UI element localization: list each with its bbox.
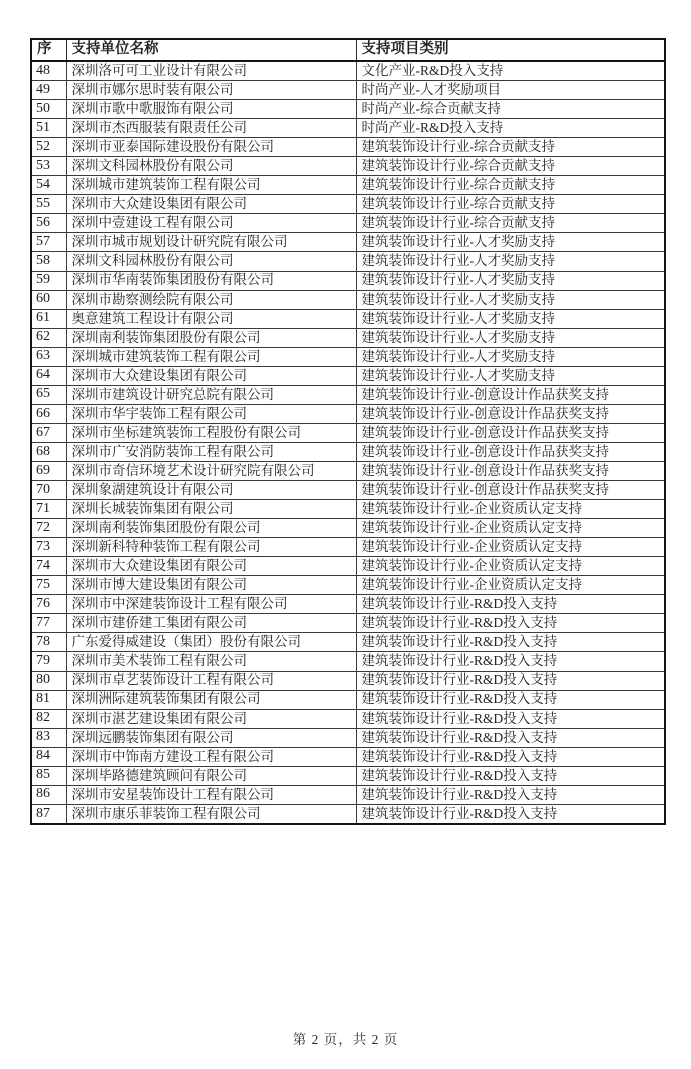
table-row xyxy=(31,614,665,633)
row-index-cell: 52 xyxy=(31,138,66,157)
table-row xyxy=(31,81,665,100)
unit-name-cell: 深圳市康乐菲装饰工程有限公司 xyxy=(66,804,356,824)
row-index-cell: 72 xyxy=(31,519,66,538)
row-index-cell: 80 xyxy=(31,671,66,690)
row-index-cell: 83 xyxy=(31,728,66,747)
unit-name-cell: 深圳城市建筑装饰工程有限公司 xyxy=(66,176,356,195)
project-category-cell: 文化产业-R&D投入支持 xyxy=(356,61,665,81)
row-index-cell: 68 xyxy=(31,442,66,461)
table-row xyxy=(31,747,665,766)
row-index-cell: 48 xyxy=(31,61,66,81)
project-category-cell: 建筑装饰设计行业-人才奖励支持 xyxy=(356,290,665,309)
project-category-cell: 建筑装饰设计行业-综合贡献支持 xyxy=(356,157,665,176)
project-category-cell: 建筑装饰设计行业-创意设计作品获奖支持 xyxy=(356,385,665,404)
row-index-cell: 75 xyxy=(31,576,66,595)
row-index-cell: 49 xyxy=(31,81,66,100)
project-category-cell: 建筑装饰设计行业-R&D投入支持 xyxy=(356,804,665,824)
row-index-cell: 62 xyxy=(31,328,66,347)
row-index-cell: 57 xyxy=(31,233,66,252)
unit-name-cell: 深圳市美术装饰工程有限公司 xyxy=(66,652,356,671)
table-row xyxy=(31,214,665,233)
table-row xyxy=(31,461,665,480)
row-index-cell: 77 xyxy=(31,614,66,633)
project-category-cell: 建筑装饰设计行业-R&D投入支持 xyxy=(356,766,665,785)
row-index-cell: 69 xyxy=(31,461,66,480)
table-row xyxy=(31,176,665,195)
project-category-cell: 建筑装饰设计行业-创意设计作品获奖支持 xyxy=(356,404,665,423)
project-category-cell: 建筑装饰设计行业-人才奖励支持 xyxy=(356,309,665,328)
row-index-cell: 71 xyxy=(31,500,66,519)
unit-name-cell: 奥意建筑工程设计有限公司 xyxy=(66,309,356,328)
row-index-cell: 65 xyxy=(31,385,66,404)
table-header-row xyxy=(31,39,665,61)
project-category-cell: 建筑装饰设计行业-R&D投入支持 xyxy=(356,728,665,747)
row-index-cell: 54 xyxy=(31,176,66,195)
table-row xyxy=(31,328,665,347)
project-category-cell: 建筑装饰设计行业-综合贡献支持 xyxy=(356,214,665,233)
table-row xyxy=(31,538,665,557)
table-row xyxy=(31,804,665,824)
unit-name-cell: 深圳洛可可工业设计有限公司 xyxy=(66,61,356,81)
row-index-cell: 66 xyxy=(31,404,66,423)
table-row xyxy=(31,633,665,652)
table-row xyxy=(31,157,665,176)
project-category-cell: 建筑装饰设计行业-R&D投入支持 xyxy=(356,690,665,709)
unit-name-cell: 深圳新科特种装饰工程有限公司 xyxy=(66,538,356,557)
project-category-cell: 建筑装饰设计行业-创意设计作品获奖支持 xyxy=(356,442,665,461)
unit-name-cell: 深圳象湖建筑设计有限公司 xyxy=(66,481,356,500)
unit-name-cell: 深圳市卓艺装饰设计工程有限公司 xyxy=(66,671,356,690)
project-category-cell: 建筑装饰设计行业-R&D投入支持 xyxy=(356,709,665,728)
row-index-cell: 86 xyxy=(31,785,66,804)
project-category-cell: 建筑装饰设计行业-R&D投入支持 xyxy=(356,671,665,690)
table-row xyxy=(31,61,665,81)
table-row xyxy=(31,595,665,614)
row-index-cell: 82 xyxy=(31,709,66,728)
project-category-cell: 建筑装饰设计行业-企业资质认定支持 xyxy=(356,500,665,519)
project-category-cell: 建筑装饰设计行业-综合贡献支持 xyxy=(356,138,665,157)
project-category-cell: 建筑装饰设计行业-R&D投入支持 xyxy=(356,595,665,614)
unit-name-cell: 深圳中壹建设工程有限公司 xyxy=(66,214,356,233)
unit-name-cell: 深圳市坐标建筑装饰工程股份有限公司 xyxy=(66,423,356,442)
table-row xyxy=(31,385,665,404)
project-category-cell: 建筑装饰设计行业-人才奖励支持 xyxy=(356,233,665,252)
table-row xyxy=(31,138,665,157)
table-row xyxy=(31,252,665,271)
unit-name-cell: 深圳城市建筑装饰工程有限公司 xyxy=(66,347,356,366)
table-row xyxy=(31,519,665,538)
project-category-cell: 建筑装饰设计行业-创意设计作品获奖支持 xyxy=(356,423,665,442)
unit-name-cell: 深圳市勘察测绘院有限公司 xyxy=(66,290,356,309)
table-row xyxy=(31,442,665,461)
row-index-cell: 50 xyxy=(31,100,66,119)
table-row xyxy=(31,709,665,728)
project-category-cell: 时尚产业-综合贡献支持 xyxy=(356,100,665,119)
row-index-cell: 67 xyxy=(31,423,66,442)
unit-name-cell: 深圳毕路德建筑顾问有限公司 xyxy=(66,766,356,785)
row-index-cell: 84 xyxy=(31,747,66,766)
table-row xyxy=(31,785,665,804)
project-category-cell: 建筑装饰设计行业-企业资质认定支持 xyxy=(356,557,665,576)
unit-name-cell: 深圳市广安消防装饰工程有限公司 xyxy=(66,442,356,461)
unit-name-cell: 深圳长城装饰集团有限公司 xyxy=(66,500,356,519)
row-index-cell: 78 xyxy=(31,633,66,652)
unit-name-cell: 广东爱得威建设（集团）股份有限公司 xyxy=(66,633,356,652)
table-row xyxy=(31,500,665,519)
unit-name-cell: 深圳洲际建筑装饰集团有限公司 xyxy=(66,690,356,709)
table-row xyxy=(31,290,665,309)
table-row xyxy=(31,100,665,119)
support-units-table xyxy=(30,38,666,825)
project-category-cell: 建筑装饰设计行业-企业资质认定支持 xyxy=(356,576,665,595)
project-category-cell: 建筑装饰设计行业-R&D投入支持 xyxy=(356,614,665,633)
unit-name-cell: 深圳文科园林股份有限公司 xyxy=(66,252,356,271)
unit-name-cell: 深圳市华南装饰集团股份有限公司 xyxy=(66,271,356,290)
project-category-cell: 建筑装饰设计行业-人才奖励支持 xyxy=(356,328,665,347)
unit-name-cell: 深圳市安星装饰设计工程有限公司 xyxy=(66,785,356,804)
unit-name-cell: 深圳市湛艺建设集团有限公司 xyxy=(66,709,356,728)
table-row xyxy=(31,557,665,576)
page-number-footer: 第 2 页，共 2 页 xyxy=(292,1032,399,1047)
row-index-cell: 64 xyxy=(31,366,66,385)
unit-name-cell: 深圳市华宇装饰工程有限公司 xyxy=(66,404,356,423)
unit-name-cell: 深圳远鹏装饰集团有限公司 xyxy=(66,728,356,747)
row-index-cell: 63 xyxy=(31,347,66,366)
table-row xyxy=(31,766,665,785)
unit-name-cell: 深圳文科园林股份有限公司 xyxy=(66,157,356,176)
row-index-cell: 59 xyxy=(31,271,66,290)
unit-name-cell: 深圳市杰西服装有限责任公司 xyxy=(66,119,356,138)
table-row xyxy=(31,366,665,385)
table-row xyxy=(31,119,665,138)
row-index-cell: 76 xyxy=(31,595,66,614)
project-category-cell: 建筑装饰设计行业-R&D投入支持 xyxy=(356,652,665,671)
unit-name-cell: 深圳市博大建设集团有限公司 xyxy=(66,576,356,595)
table-row xyxy=(31,671,665,690)
unit-name-cell: 深圳市城市规划设计研究院有限公司 xyxy=(66,233,356,252)
row-index-cell: 51 xyxy=(31,119,66,138)
row-index-cell: 70 xyxy=(31,481,66,500)
row-index-cell: 53 xyxy=(31,157,66,176)
project-category-cell: 建筑装饰设计行业-综合贡献支持 xyxy=(356,195,665,214)
row-index-cell: 74 xyxy=(31,557,66,576)
table-row xyxy=(31,481,665,500)
project-category-cell: 建筑装饰设计行业-R&D投入支持 xyxy=(356,633,665,652)
project-category-cell: 建筑装饰设计行业-企业资质认定支持 xyxy=(356,519,665,538)
table-body xyxy=(31,61,665,824)
table-row xyxy=(31,347,665,366)
project-category-cell: 建筑装饰设计行业-创意设计作品获奖支持 xyxy=(356,481,665,500)
project-category-cell: 时尚产业-人才奖励项目 xyxy=(356,81,665,100)
table-row xyxy=(31,404,665,423)
unit-name-cell: 深圳市歌中歌服饰有限公司 xyxy=(66,100,356,119)
project-category-cell: 建筑装饰设计行业-企业资质认定支持 xyxy=(356,538,665,557)
unit-name-cell: 深圳市大众建设集团有限公司 xyxy=(66,195,356,214)
project-category-cell: 建筑装饰设计行业-人才奖励支持 xyxy=(356,252,665,271)
table-row xyxy=(31,309,665,328)
header-cell-unit-name: 支持单位名称 xyxy=(66,39,356,61)
table-row xyxy=(31,576,665,595)
row-index-cell: 85 xyxy=(31,766,66,785)
unit-name-cell: 深圳市建侨建工集团有限公司 xyxy=(66,614,356,633)
header-cell-index: 序 xyxy=(31,39,66,61)
unit-name-cell: 深圳南利装饰集团股份有限公司 xyxy=(66,519,356,538)
project-category-cell: 建筑装饰设计行业-R&D投入支持 xyxy=(356,747,665,766)
row-index-cell: 73 xyxy=(31,538,66,557)
row-index-cell: 55 xyxy=(31,195,66,214)
unit-name-cell: 深圳市中饰南方建设工程有限公司 xyxy=(66,747,356,766)
row-index-cell: 79 xyxy=(31,652,66,671)
project-category-cell: 建筑装饰设计行业-人才奖励支持 xyxy=(356,347,665,366)
table-row xyxy=(31,690,665,709)
table-row xyxy=(31,271,665,290)
unit-name-cell: 深圳市中深建装饰设计工程有限公司 xyxy=(66,595,356,614)
project-category-cell: 建筑装饰设计行业-R&D投入支持 xyxy=(356,785,665,804)
table-row xyxy=(31,233,665,252)
project-category-cell: 建筑装饰设计行业-人才奖励支持 xyxy=(356,366,665,385)
unit-name-cell: 深圳市亚泰国际建设股份有限公司 xyxy=(66,138,356,157)
project-category-cell: 时尚产业-R&D投入支持 xyxy=(356,119,665,138)
unit-name-cell: 深圳市大众建设集团有限公司 xyxy=(66,366,356,385)
unit-name-cell: 深圳市娜尔思时装有限公司 xyxy=(66,81,356,100)
project-category-cell: 建筑装饰设计行业-人才奖励支持 xyxy=(356,271,665,290)
project-category-cell: 建筑装饰设计行业-创意设计作品获奖支持 xyxy=(356,461,665,480)
unit-name-cell: 深圳市大众建设集团有限公司 xyxy=(66,557,356,576)
unit-name-cell: 深圳南利装饰集团股份有限公司 xyxy=(66,328,356,347)
row-index-cell: 60 xyxy=(31,290,66,309)
row-index-cell: 58 xyxy=(31,252,66,271)
row-index-cell: 87 xyxy=(31,804,66,824)
unit-name-cell: 深圳市建筑设计研究总院有限公司 xyxy=(66,385,356,404)
table-row xyxy=(31,728,665,747)
table-row xyxy=(31,195,665,214)
project-category-cell: 建筑装饰设计行业-综合贡献支持 xyxy=(356,176,665,195)
header-cell-project-category: 支持项目类别 xyxy=(356,39,665,61)
row-index-cell: 61 xyxy=(31,309,66,328)
unit-name-cell: 深圳市奇信环境艺术设计研究院有限公司 xyxy=(66,461,356,480)
table-row xyxy=(31,423,665,442)
row-index-cell: 56 xyxy=(31,214,66,233)
row-index-cell: 81 xyxy=(31,690,66,709)
table-row xyxy=(31,652,665,671)
